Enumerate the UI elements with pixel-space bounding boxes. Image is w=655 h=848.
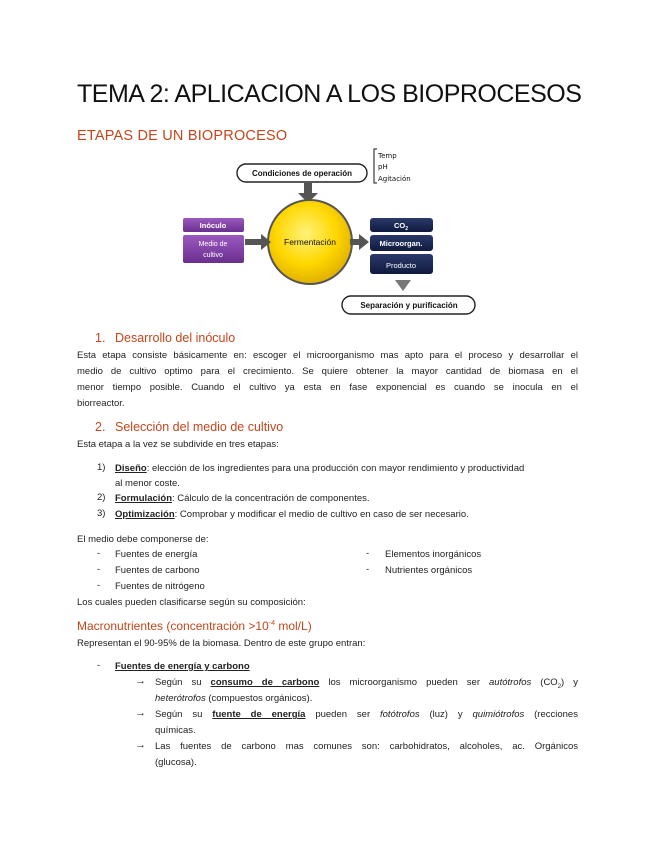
arrow-right-icon: →	[135, 707, 146, 719]
section1-line-4: biorreactor.	[77, 398, 125, 409]
macro-bullet: Fuentes de energía y carbono	[115, 661, 250, 672]
macro-item-1-line-2: heterótrofos (compuestos orgánicos).	[155, 693, 313, 704]
step-term: Formulación	[115, 493, 173, 504]
dash-bullet: -	[97, 564, 101, 575]
macro-intro: Representan el 90-95% de la biomasa. Dentro de este grupo entran:	[77, 638, 366, 649]
producto-label: Producto	[385, 261, 417, 270]
step-text: : elección de los ingredientes para una producción con mayor rendimiento y productividad	[146, 463, 525, 474]
macro-heading: Macronutrientes (concentración $>10^{-4}$ mol/L)	[77, 619, 312, 633]
dash-bullet: -	[366, 548, 370, 559]
right-arrow-icon-2	[350, 234, 369, 250]
bioprocess-diagram	[175, 143, 458, 323]
section2-intro: Esta etapa a la vez se subdivide en tres etapas:	[77, 439, 279, 450]
co2-label: $CO_2$	[393, 221, 409, 232]
section1-number: 1.	[95, 331, 106, 345]
step-text: : Cálculo de la concentración de componentes.	[172, 493, 370, 504]
separacion-label: Separación y purificación	[360, 301, 458, 310]
step-term: Optimización	[115, 509, 175, 520]
dash-bullet: -	[366, 564, 370, 575]
microorg-label: Microorgan.	[379, 239, 423, 248]
medio-label-2: cultivo	[203, 252, 223, 259]
component-item: Fuentes de energía	[115, 549, 198, 560]
step-term: Diseño	[115, 463, 147, 474]
section1-line-2: medio de cultivo optimo para el crecimiento. Se quiere obtener la mayor cantidad de biomasa en el	[77, 366, 578, 377]
section1-heading: Desarrollo del inóculo	[115, 331, 236, 345]
classify-text: Los cuales pueden clasificarse según su composición:	[77, 597, 306, 608]
component-item: Nutrientes orgánicos	[385, 565, 473, 576]
step-number: 1)	[97, 462, 106, 473]
component-item: Fuentes de carbono	[115, 565, 200, 576]
step-optimizacion	[115, 507, 469, 523]
step-diseno-cont: al menor coste.	[115, 478, 180, 489]
dash-bullet: -	[97, 548, 101, 559]
arrow-right-icon: →	[135, 739, 146, 751]
dash-bullet: -	[97, 580, 101, 591]
macro-item-1-line-1: Según su consumo de carbono los microorganismo pueden ser autótrofos $(CO_2)$ y	[155, 677, 578, 690]
component-item: Elementos inorgánicos	[385, 549, 482, 560]
fermentation-label: Fermentación	[284, 237, 336, 247]
macro-item-3-line-2: (glucosa).	[155, 757, 197, 768]
macro-item-2-line-1: Según su fuente de energía pueden ser fotótrofos (luz) y quimiótrofos (recciones	[155, 709, 578, 720]
conditions-label: Condiciones de operación	[251, 169, 353, 178]
step-diseno	[115, 461, 578, 477]
step-formulacion	[115, 491, 370, 507]
step-text: : Comprobar y modificar el medio de cultivo en caso de ser necesario.	[174, 509, 469, 520]
section1-line-1: Esta etapa consiste básicamente en: escoger el microorganismo mas apto para el proceso y desarrollar el	[77, 350, 578, 361]
handwritten-agitacion: Agitación	[378, 175, 411, 183]
handwritten-bracket	[374, 149, 377, 183]
page-title: TEMA 2: APLICACION A LOS BIOPROCESOS	[77, 80, 582, 108]
macro-item-2-line-2: químicas.	[155, 725, 196, 736]
step-number: 2)	[97, 492, 106, 503]
component-item: Fuentes de nitrógeno	[115, 581, 205, 592]
step-number: 3)	[97, 508, 106, 519]
arrow-right-icon: →	[135, 675, 146, 687]
handwritten-ph: pH	[378, 163, 388, 171]
down-triangle-icon	[395, 280, 411, 291]
medio-label-1: Medio de	[198, 241, 228, 248]
macro-item-3-line-1: Las fuentes de carbono mas comunes son: carbohidratos, alcoholes, ac. Orgánicos	[155, 741, 578, 752]
handwritten-temp: Temp	[378, 152, 397, 160]
right-arrow-icon	[245, 234, 271, 250]
section2-heading: Selección del medio de cultivo	[115, 420, 284, 434]
section2-number: 2.	[95, 420, 106, 434]
inoculo-label: Inóculo	[199, 221, 227, 230]
section-subtitle: ETAPAS DE UN BIOPROCESO	[77, 128, 288, 144]
dash-bullet: -	[97, 660, 101, 671]
medio-intro: El medio debe componerse de:	[77, 534, 209, 545]
section1-line-3: menor tiempo posible. Cuando el cultivo ya esta en fase exponencial es cuando se inocula en el	[77, 382, 578, 393]
